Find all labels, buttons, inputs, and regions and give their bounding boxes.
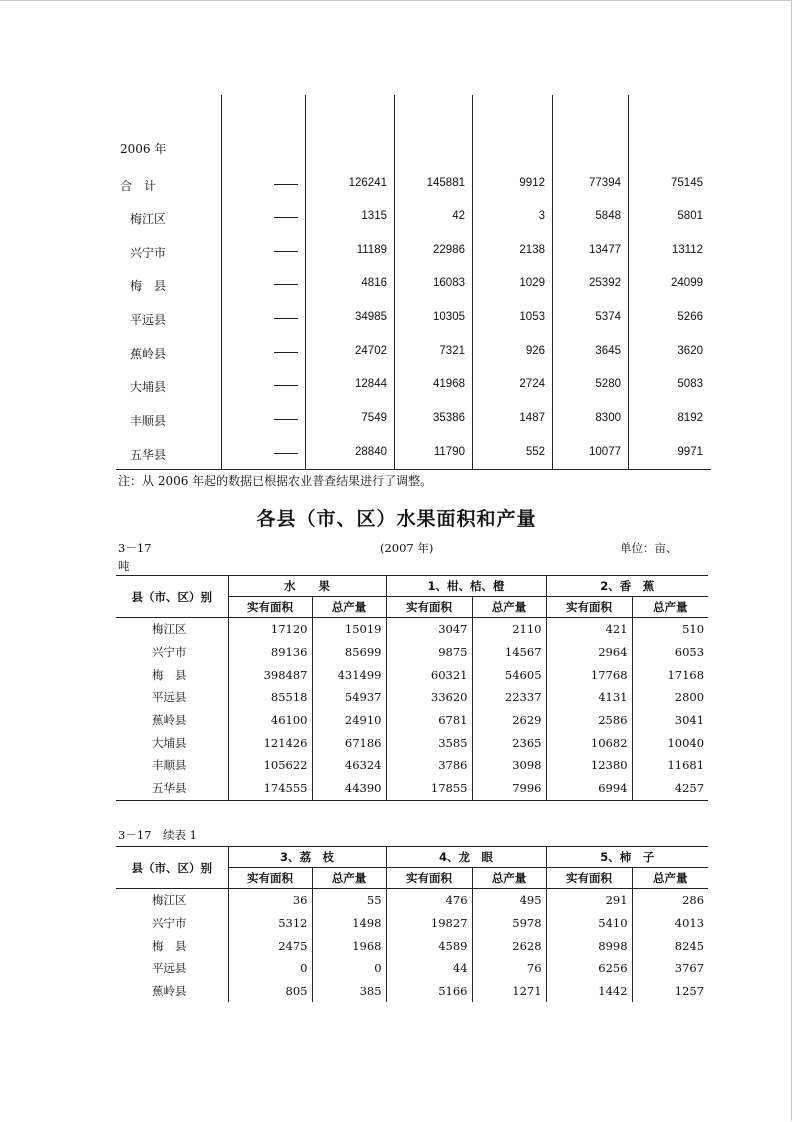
cell-value: 1315 xyxy=(361,210,387,222)
county-name: 蕉岭县 xyxy=(152,713,187,728)
cell-value: 4013 xyxy=(632,912,708,935)
cell-value: 67186 xyxy=(312,731,386,754)
county-name: 兴宁市 xyxy=(130,246,167,260)
cell-value: 77394 xyxy=(589,177,621,189)
row-header: 县（市、区）别 xyxy=(116,847,228,889)
cell-value: 6994 xyxy=(546,777,632,800)
cell-value: 25392 xyxy=(589,277,621,289)
cell-value: 3767 xyxy=(632,957,708,980)
cell-value: 476 xyxy=(386,889,472,912)
table-row xyxy=(116,343,711,363)
cell-value: 5280 xyxy=(595,378,621,390)
cell-value: 12380 xyxy=(546,754,632,777)
cell-value: 174555 xyxy=(228,777,312,800)
group-header: 2、香 蕉 xyxy=(546,576,708,597)
county-name: 大埔县 xyxy=(130,380,167,394)
unit-label-continued: 吨 xyxy=(118,559,130,573)
cell-value: 9912 xyxy=(519,177,545,189)
sub-header-output: 总产量 xyxy=(472,597,546,618)
cell-value: 22337 xyxy=(472,686,546,709)
table-body xyxy=(116,889,708,1003)
cell-value: 8300 xyxy=(595,412,621,424)
cell-value: 8192 xyxy=(677,412,703,424)
table-row xyxy=(116,934,708,957)
cell-value: 2475 xyxy=(228,934,312,957)
county-name: 五华县 xyxy=(130,448,167,462)
cell-value: 8245 xyxy=(632,934,708,957)
cell-value: 421 xyxy=(546,618,632,641)
table-row xyxy=(116,175,711,195)
group-header: 4、龙 眼 xyxy=(386,847,546,868)
empty-value-dash xyxy=(274,184,298,185)
table-row xyxy=(116,663,708,686)
cell-value: 42 xyxy=(452,210,465,222)
table-row xyxy=(116,410,711,430)
empty-value-dash xyxy=(274,385,298,386)
cell-value: 5374 xyxy=(595,311,621,323)
empty-value-dash xyxy=(274,352,298,353)
cell-value: 35386 xyxy=(433,412,465,424)
cell-value: 3 xyxy=(538,210,545,222)
sub-header-area: 实有面积 xyxy=(228,597,312,618)
sub-header-area: 实有面积 xyxy=(546,597,632,618)
county-name: 五华县 xyxy=(116,777,228,800)
cell-value: 36 xyxy=(228,889,312,912)
cell-value: 121426 xyxy=(228,731,312,754)
cell-value: 1442 xyxy=(546,980,632,1003)
table-row xyxy=(116,980,708,1003)
cell-value: 4589 xyxy=(386,934,472,957)
cell-value: 13477 xyxy=(589,244,621,256)
cell-value: 24099 xyxy=(671,277,703,289)
county-name: 梅 县 xyxy=(152,938,187,953)
cell-value: 24910 xyxy=(312,709,386,732)
empty-value-dash xyxy=(274,284,298,285)
cell-value: 385 xyxy=(312,980,386,1003)
cell-value: 11189 xyxy=(356,244,387,256)
cell-value: 17168 xyxy=(632,663,708,686)
cell-value: 7996 xyxy=(472,777,546,800)
county-name: 丰顺县 xyxy=(152,758,187,773)
table-row xyxy=(116,709,708,732)
cell-value: 286 xyxy=(632,889,708,912)
cell-value: 1271 xyxy=(472,980,546,1003)
table-row xyxy=(116,912,708,935)
cell-value: 46324 xyxy=(312,754,386,777)
cell-value: 126241 xyxy=(348,177,387,189)
cell-value: 89136 xyxy=(228,641,312,664)
table-row xyxy=(116,641,708,664)
table-caption: 3－17 续表 1 xyxy=(118,828,197,842)
cell-value: 5410 xyxy=(546,912,632,935)
cell-value: 44 xyxy=(386,957,472,980)
cell-value: 24702 xyxy=(355,345,387,357)
cell-value: 398487 xyxy=(228,663,312,686)
county-name: 梅江区 xyxy=(152,622,187,637)
sub-header-output: 总产量 xyxy=(312,597,386,618)
table-row xyxy=(116,309,711,329)
cell-value: 12844 xyxy=(355,378,387,390)
cell-value: 2110 xyxy=(472,618,546,641)
cell-value: 145881 xyxy=(426,177,465,189)
cell-value: 5801 xyxy=(677,210,703,222)
sub-header-output: 总产量 xyxy=(632,868,708,889)
cell-value: 1257 xyxy=(632,980,708,1003)
cell-value: 0 xyxy=(228,957,312,980)
cell-value: 9971 xyxy=(677,446,703,458)
cell-value: 15019 xyxy=(312,618,386,641)
empty-value-dash xyxy=(274,251,298,252)
cell-value: 5312 xyxy=(228,912,312,935)
cell-value: 6781 xyxy=(386,709,472,732)
cell-value: 13112 xyxy=(671,244,703,256)
table-row xyxy=(116,754,708,777)
cell-value: 11790 xyxy=(433,446,465,458)
cell-value: 11681 xyxy=(632,754,708,777)
table-bottom-border xyxy=(116,469,711,470)
cell-value: 54937 xyxy=(312,686,386,709)
cell-value: 7549 xyxy=(361,412,387,424)
unit-label: 单位：亩、 xyxy=(620,541,678,555)
county-name: 梅江区 xyxy=(130,212,167,226)
cell-value: 10040 xyxy=(632,731,708,754)
table-row xyxy=(116,618,708,641)
year-label: 2006 年 xyxy=(120,142,167,156)
cell-value: 291 xyxy=(546,889,632,912)
empty-value-dash xyxy=(274,419,298,420)
county-name: 梅江区 xyxy=(152,893,187,908)
cell-value: 4131 xyxy=(546,686,632,709)
cell-value: 5266 xyxy=(677,311,703,323)
fruit-area-output-table xyxy=(116,575,708,801)
cell-value: 75145 xyxy=(671,177,703,189)
sub-header-output: 总产量 xyxy=(632,597,708,618)
sub-header-area: 实有面积 xyxy=(546,868,632,889)
county-name: 蕉岭县 xyxy=(130,347,167,361)
page-title: 各县（市、区）水果面积和产量 xyxy=(256,508,537,530)
cell-value: 5083 xyxy=(677,378,703,390)
table-row xyxy=(116,444,711,464)
table-year: (2007 年) xyxy=(380,541,434,555)
cell-value: 5848 xyxy=(595,210,621,222)
county-name: 大埔县 xyxy=(152,735,187,750)
cell-value: 34985 xyxy=(355,311,387,323)
cell-value: 0 xyxy=(312,957,386,980)
empty-value-dash xyxy=(274,318,298,319)
cell-value: 6053 xyxy=(632,641,708,664)
cell-value: 431499 xyxy=(312,663,386,686)
group-header: 水 果 xyxy=(228,576,386,597)
cell-value: 22986 xyxy=(433,244,465,256)
cell-value: 10682 xyxy=(546,731,632,754)
table-row xyxy=(116,275,711,295)
county-name: 兴宁市 xyxy=(152,645,187,660)
row-header: 县（市、区）别 xyxy=(116,576,228,618)
cell-value: 85699 xyxy=(312,641,386,664)
cell-value: 1029 xyxy=(519,277,545,289)
table-row xyxy=(116,957,708,980)
county-name: 梅 县 xyxy=(152,667,187,682)
sub-header-output: 总产量 xyxy=(312,868,386,889)
cell-value: 1968 xyxy=(312,934,386,957)
cell-value: 44390 xyxy=(312,777,386,800)
cell-value: 3041 xyxy=(632,709,708,732)
cell-value: 1487 xyxy=(519,412,545,424)
county-name: 平远县 xyxy=(130,313,167,327)
top-table xyxy=(116,95,711,470)
cell-value: 1053 xyxy=(519,311,545,323)
cell-value: 3786 xyxy=(386,754,472,777)
cell-value: 3098 xyxy=(472,754,546,777)
county-name: 平远县 xyxy=(152,961,187,976)
cell-value: 4816 xyxy=(361,277,387,289)
cell-value: 2628 xyxy=(472,934,546,957)
table-row xyxy=(116,242,711,262)
cell-value: 10305 xyxy=(433,311,465,323)
county-name: 合 计 xyxy=(120,179,157,193)
cell-value: 19827 xyxy=(386,912,472,935)
cell-value: 2964 xyxy=(546,641,632,664)
cell-value: 495 xyxy=(472,889,546,912)
cell-value: 3620 xyxy=(677,345,703,357)
cell-value: 4257 xyxy=(632,777,708,800)
cell-value: 14567 xyxy=(472,641,546,664)
cell-value: 46100 xyxy=(228,709,312,732)
cell-value: 60321 xyxy=(386,663,472,686)
sub-header-area: 实有面积 xyxy=(228,868,312,889)
cell-value: 2800 xyxy=(632,686,708,709)
cell-value: 510 xyxy=(632,618,708,641)
group-header: 5、柿 子 xyxy=(546,847,708,868)
cell-value: 7321 xyxy=(439,345,465,357)
fruit-area-output-table-continued xyxy=(116,846,708,1002)
cell-value: 5978 xyxy=(472,912,546,935)
cell-value: 17855 xyxy=(386,777,472,800)
cell-value: 41968 xyxy=(433,378,465,390)
cell-value: 2138 xyxy=(519,244,545,256)
sub-header-area: 实有面积 xyxy=(386,868,472,889)
table-row xyxy=(116,208,711,228)
cell-value: 552 xyxy=(525,446,545,458)
county-name: 兴宁市 xyxy=(152,916,187,931)
cell-value: 10077 xyxy=(589,446,621,458)
cell-value: 85518 xyxy=(228,686,312,709)
cell-value: 6256 xyxy=(546,957,632,980)
cell-value: 8998 xyxy=(546,934,632,957)
cell-value: 1498 xyxy=(312,912,386,935)
county-name: 平远县 xyxy=(152,690,187,705)
cell-value: 926 xyxy=(525,345,545,357)
cell-value: 9875 xyxy=(386,641,472,664)
cell-value: 28840 xyxy=(355,446,387,458)
group-header: 1、柑、桔、橙 xyxy=(386,576,546,597)
table-row xyxy=(116,777,708,800)
county-name: 蕉岭县 xyxy=(152,984,187,999)
table-row xyxy=(116,731,708,754)
cell-value: 3047 xyxy=(386,618,472,641)
sub-header-output: 总产量 xyxy=(472,868,546,889)
table-row xyxy=(116,686,708,709)
group-header: 3、荔 枝 xyxy=(228,847,386,868)
cell-value: 5166 xyxy=(386,980,472,1003)
cell-value: 2586 xyxy=(546,709,632,732)
table-row xyxy=(116,376,711,396)
footnote: 注：从 2006 年起的数据已根据农业普查结果进行了调整。 xyxy=(118,474,433,488)
empty-value-dash xyxy=(274,453,298,454)
empty-value-dash xyxy=(274,217,298,218)
cell-value: 16083 xyxy=(433,277,465,289)
cell-value: 2724 xyxy=(519,378,545,390)
cell-value: 3645 xyxy=(595,345,621,357)
cell-value: 17120 xyxy=(228,618,312,641)
cell-value: 17768 xyxy=(546,663,632,686)
county-name: 梅 县 xyxy=(130,279,167,293)
cell-value: 105622 xyxy=(228,754,312,777)
cell-value: 76 xyxy=(472,957,546,980)
county-name: 丰顺县 xyxy=(130,414,167,428)
cell-value: 805 xyxy=(228,980,312,1003)
sub-header-area: 实有面积 xyxy=(386,597,472,618)
table-body xyxy=(116,618,708,801)
table-number: 3－17 xyxy=(118,541,152,555)
table-row xyxy=(116,889,708,912)
cell-value: 54605 xyxy=(472,663,546,686)
cell-value: 55 xyxy=(312,889,386,912)
cell-value: 33620 xyxy=(386,686,472,709)
cell-value: 2629 xyxy=(472,709,546,732)
cell-value: 2365 xyxy=(472,731,546,754)
cell-value: 3585 xyxy=(386,731,472,754)
